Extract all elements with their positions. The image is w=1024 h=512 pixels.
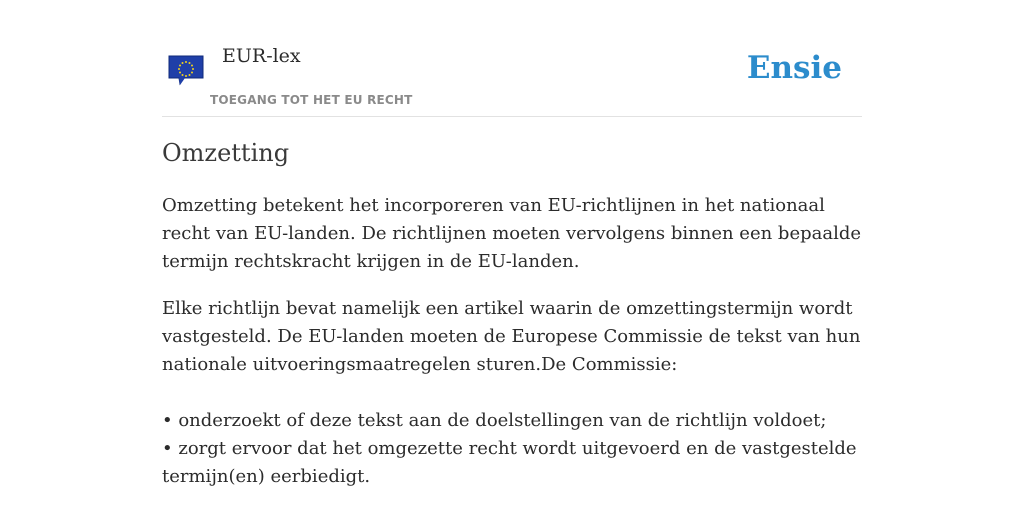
eu-flag-speech-bubble-icon[interactable] [168,54,204,88]
list-item: • zorgt ervoor dat het omgezette recht wordt uitgevoerd en de vastgestelde termijn(en) eerbiedigt. [162,438,857,487]
site-tagline: TOEGANG TOT HET EU RECHT [210,93,413,107]
page-title: Omzetting [162,139,290,167]
list-item: • onderzoekt of deze tekst aan de doelstellingen van de richtlijn voldoet; [162,410,827,431]
site-name[interactable]: EUR-lex [222,45,301,67]
paragraph-spacer [162,379,862,407]
article-body [162,192,862,491]
brand-logo-link[interactable]: Ensie [746,50,842,86]
article-paragraph: Omzetting betekent het incorporeren van EU-richtlijnen in het nationaal recht van EU-landen. De richtlijnen moeten vervolgens binnen een bepaalde termijn rechtskracht krijgen in de EU-landen. [162,195,862,272]
site-header [162,0,862,117]
article-paragraph: Elke richtlijn bevat namelijk een artikel waarin de omzettingstermijn wordt vastgesteld. De EU-landen moeten de Europese Commissie de tekst van hun nationale uitvoeringsmaatregelen sturen.De Commissie: [162,298,861,375]
